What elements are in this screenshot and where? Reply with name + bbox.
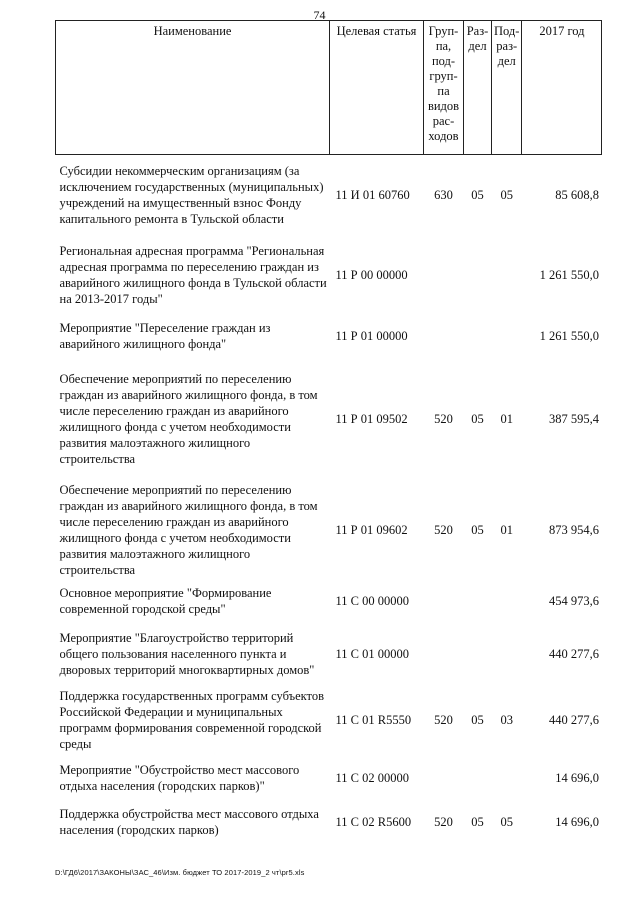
row-subsection bbox=[492, 578, 522, 624]
row-amount: 873 954,6 bbox=[548, 522, 599, 537]
row-subsection: 01 bbox=[500, 412, 513, 426]
row-group bbox=[424, 756, 464, 800]
row-group bbox=[424, 315, 464, 357]
header-name: Наименование bbox=[56, 21, 330, 155]
row-subsection bbox=[492, 624, 522, 684]
row-target-article: 11 С 02 R5600 bbox=[335, 814, 412, 829]
row-section: 05 bbox=[471, 814, 484, 829]
row-name: Мероприятие "Обустройство мест массового отдыха населения (городских парков)" bbox=[59, 762, 300, 793]
row-section bbox=[464, 235, 492, 315]
row-amount: 454 973,6 bbox=[548, 593, 599, 608]
row-subsection: 05 bbox=[500, 814, 513, 829]
row-name: Мероприятие "Переселение граждан из аварийного жилищного фонда" bbox=[59, 320, 271, 351]
row-section bbox=[464, 624, 492, 684]
row-name: Обеспечение мероприятий по переселению граждан из аварийного жилищного фонда, в том числе переселению граждан из аварийного жилищного фонда с учетом необходимости развития малоэтажного жилищного строительства bbox=[59, 482, 318, 577]
row-name: Поддержка обустройства мест массового отдыха населения (городских парков) bbox=[59, 806, 319, 837]
row-subsection bbox=[492, 756, 522, 800]
row-group: 520 bbox=[434, 712, 453, 727]
row-amount: 1 261 550,0 bbox=[539, 267, 599, 282]
row-section: 05 bbox=[471, 412, 484, 426]
page-number: 74 bbox=[313, 8, 326, 22]
row-target-article: 11 Р 01 00000 bbox=[335, 328, 408, 343]
row-group: 630 bbox=[434, 187, 453, 202]
row-target-article: 11 Р 01 09602 bbox=[335, 522, 408, 537]
table-row bbox=[56, 482, 602, 578]
row-target-article: 11 И 01 60760 bbox=[335, 187, 410, 202]
row-section bbox=[464, 756, 492, 800]
row-amount: 440 277,6 bbox=[548, 646, 599, 661]
row-target-article: 11 Р 00 00000 bbox=[335, 267, 408, 282]
header-section: Раз-дел bbox=[464, 21, 492, 155]
row-section: 05 bbox=[471, 712, 484, 727]
row-amount: 387 595,4 bbox=[548, 412, 599, 426]
table-row bbox=[56, 800, 602, 844]
row-subsection: 01 bbox=[500, 522, 513, 537]
row-section bbox=[464, 315, 492, 357]
row-name: Мероприятие "Благоустройство территорий общего пользования населенного пункта и дворовых территорий многоквартирных домов" bbox=[59, 630, 315, 677]
row-name: Субсидии некоммерческим организациям (за исключением государственных (муниципальных) учреждений на имущественный взнос Фонду капитального ремонта в Тульской области bbox=[59, 163, 324, 226]
row-name: Поддержка государственных программ субъектов Российской Федерации и муниципальных программ формирования современной городской среды bbox=[59, 688, 324, 751]
row-group bbox=[424, 624, 464, 684]
table-row bbox=[56, 624, 602, 684]
header-year: 2017 год bbox=[522, 21, 602, 155]
table-row bbox=[56, 578, 602, 624]
row-subsection bbox=[492, 315, 522, 357]
table-row bbox=[56, 684, 602, 756]
row-amount: 440 277,6 bbox=[548, 712, 599, 727]
table-row bbox=[56, 756, 602, 800]
row-target-article: 11 С 02 00000 bbox=[335, 770, 409, 785]
row-group: 520 bbox=[434, 814, 453, 829]
table-row bbox=[56, 155, 602, 235]
row-amount: 85 608,8 bbox=[555, 187, 599, 202]
row-subsection bbox=[492, 235, 522, 315]
row-amount: 14 696,0 bbox=[555, 814, 599, 829]
row-target-article: 11 Р 01 09502 bbox=[335, 412, 408, 426]
table-row bbox=[56, 357, 602, 482]
budget-table bbox=[55, 20, 602, 844]
header-target-article: Целевая статья bbox=[330, 21, 424, 155]
row-subsection: 03 bbox=[500, 712, 513, 727]
row-section bbox=[464, 578, 492, 624]
row-section: 05 bbox=[471, 522, 484, 537]
header-group: Груп-па, под-груп-па видов рас-ходов bbox=[424, 21, 464, 155]
row-name: Региональная адресная программа "Региональная адресная программа по переселению граждан из аварийного жилищного фонда в Тульской области на 2013-2017 годы" bbox=[59, 243, 327, 306]
row-name: Обеспечение мероприятий по переселению граждан из аварийного жилищного фонда, в том числе переселению граждан из аварийного жилищного фонда с учетом необходимости развития малоэтажного жилищного строительства bbox=[59, 372, 318, 466]
row-section: 05 bbox=[471, 187, 484, 202]
row-group: 520 bbox=[434, 522, 453, 537]
row-group: 520 bbox=[434, 412, 453, 426]
row-target-article: 11 С 01 R5550 bbox=[335, 712, 412, 727]
file-path-footer: D:\ГД6\2017\ЗАКОНЫ\ЗАС_46\Изм. бюджет ТО 2017-2019_2 чт\pr5.xls bbox=[55, 868, 305, 877]
row-amount: 1 261 550,0 bbox=[539, 328, 599, 343]
row-target-article: 11 С 01 00000 bbox=[335, 646, 409, 661]
table-row bbox=[56, 235, 602, 315]
header-subsection: Под-раз-дел bbox=[492, 21, 522, 155]
row-amount: 14 696,0 bbox=[555, 770, 599, 785]
table-row bbox=[56, 315, 602, 357]
row-group bbox=[424, 578, 464, 624]
row-group bbox=[424, 235, 464, 315]
row-subsection: 05 bbox=[500, 187, 513, 202]
row-name: Основное мероприятие "Формирование современной городской среды" bbox=[59, 585, 272, 616]
row-target-article: 11 С 00 00000 bbox=[335, 593, 409, 608]
